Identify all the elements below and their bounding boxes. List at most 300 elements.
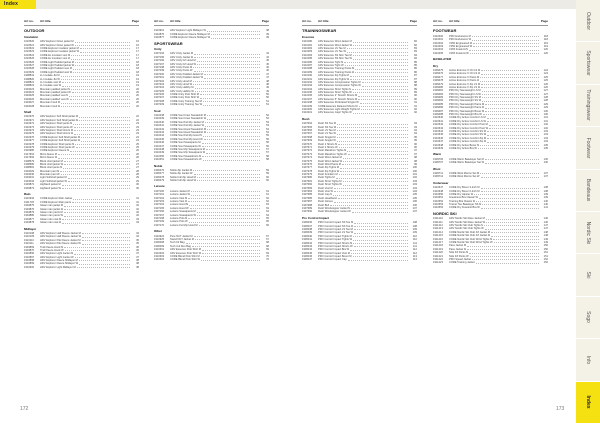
leader-dots: [194, 52, 260, 54]
art-number: 1910899: [24, 262, 35, 266]
page-ref: 100: [412, 169, 417, 173]
art-title: Rush Short Tights M: [318, 179, 342, 183]
art-number: 1910972: [24, 122, 35, 126]
art-number: 1907201: [154, 76, 165, 80]
art-number: 1907205: [154, 89, 165, 93]
art-title: Block shell jacket M: [40, 159, 63, 163]
leader-dots: [205, 121, 260, 123]
index-entry[interactable]: [433, 147, 548, 150]
index-entry[interactable]: [302, 210, 417, 213]
index-entry[interactable]: [302, 258, 417, 261]
art-number: 1907160: [154, 189, 165, 193]
page-ref: 110: [412, 238, 417, 242]
leader-dots: [80, 50, 130, 52]
art-title: Training Bra Classic W: [449, 199, 476, 203]
page-ref: 48: [266, 82, 269, 86]
art-number: 1904032: [24, 179, 35, 183]
chapter-tab-nordic-ski[interactable]: [576, 212, 600, 254]
leader-dots: [68, 176, 130, 178]
art-number: 1909488: [433, 113, 444, 117]
page-ref: 51: [266, 99, 269, 103]
leader-dots: [204, 76, 260, 78]
leader-dots: [71, 54, 130, 56]
leader-dots: [351, 207, 408, 209]
page-ref: 63: [266, 203, 269, 207]
art-number: 1910900: [24, 265, 35, 269]
index-entry[interactable]: [154, 258, 269, 261]
art-title: Mountain padded jacket W: [40, 91, 71, 95]
art-title: Tech Kit Bag: [170, 241, 185, 245]
leader-dots: [353, 242, 408, 244]
art-title: CORE Soul Zip Sweatpants M: [170, 147, 205, 151]
header-page: Page: [540, 19, 548, 23]
index-entry[interactable]: [24, 187, 139, 190]
page-ref: 112: [412, 248, 417, 252]
index-entry[interactable]: [24, 266, 139, 269]
leader-dots: [354, 245, 408, 247]
page-ref: 147: [543, 227, 548, 231]
art-title: CORE Light Padded jacket W: [40, 63, 75, 67]
art-title: Micro fleece M: [40, 152, 57, 156]
art-title: PRO Dry Nanoweight Bra W: [449, 113, 482, 117]
art-title: CORE Nordic Ski Club FZ Jacket W: [449, 234, 491, 238]
page-ref: 65: [266, 220, 269, 224]
page-ref: 147: [543, 224, 548, 228]
art-title: ADV Essence Wind Jacket W: [318, 43, 353, 47]
art-title: CORE Dry Active Comfort Pant M: [449, 123, 488, 127]
leader-dots: [481, 206, 539, 208]
page-ref: 32: [136, 211, 139, 214]
page-ref: 45: [266, 62, 269, 66]
index-column-2: [154, 20, 269, 262]
page-ref: 83: [414, 47, 417, 50]
leader-dots: [338, 143, 408, 145]
leader-dots: [470, 255, 539, 257]
art-title: ADV Essence Capri Tights W: [318, 111, 352, 115]
art-title: ADV Essence SS Slim Tee M: [318, 53, 352, 57]
chapter-tab-info[interactable]: [576, 339, 600, 381]
page-ref: 16: [136, 40, 139, 44]
art-title: Block shell jacket W: [40, 162, 64, 166]
art-title: CORE Blend Polo Shirt W: [170, 258, 200, 262]
leader-dots: [201, 258, 260, 260]
chapter-tab-index[interactable]: [576, 382, 600, 424]
chapter-tab-sogo[interactable]: [576, 297, 600, 339]
art-number: 1907376: [302, 162, 313, 166]
page-ref: 98: [414, 156, 417, 160]
art-number: 1909712: [433, 175, 444, 179]
page-ref: 23: [136, 122, 139, 126]
art-title: HDV Explorer Pile Fleece Jacket M: [40, 238, 81, 242]
section-heading: OUTDOOR: [24, 28, 45, 34]
art-title: CORE Unity Training Tee M: [170, 99, 202, 103]
art-title: Rush Buff: [318, 203, 330, 207]
section-heading: TRAININGSWEAR: [302, 28, 337, 34]
leader-dots: [81, 136, 130, 138]
art-title: CORE Soul Sweatpants M: [170, 141, 201, 145]
leader-dots: [73, 197, 130, 199]
page-ref: 34: [136, 231, 139, 235]
art-title: CORE Nordic Ski Club FZ Jacket M: [449, 230, 491, 234]
page-ref: 68: [266, 244, 269, 248]
art-number: 1910401: [433, 38, 444, 42]
leader-dots: [485, 106, 539, 108]
page-ref: 108: [412, 221, 417, 225]
leader-dots: [61, 101, 130, 103]
leader-dots: [343, 160, 408, 162]
art-title: CORE Dry Active Comfort Pant W: [449, 126, 489, 130]
art-title: CORE Explorer Fleece Midlayer M: [170, 32, 210, 36]
page-ref: 58: [266, 158, 269, 162]
leader-dots: [484, 224, 539, 226]
art-number: 1910183: [302, 50, 313, 54]
leader-dots: [188, 217, 260, 219]
index-entry[interactable]: [154, 36, 269, 39]
art-number: 1903873: [24, 186, 35, 190]
leader-dots: [211, 33, 260, 35]
page-ref: 44: [266, 52, 269, 56]
index-entry[interactable]: [433, 175, 548, 178]
art-number: 1909707: [433, 161, 444, 165]
page-number-right: 173: [556, 406, 565, 412]
page-ref: 131: [543, 119, 548, 123]
leader-dots: [77, 266, 130, 268]
art-number: 1910642: [433, 123, 444, 127]
page-ref: 52: [266, 117, 269, 121]
leader-dots: [482, 89, 539, 91]
art-number: 1906042: [302, 241, 313, 245]
page-ref: 133: [543, 133, 548, 137]
art-title: CORE Explorer Fleece M: [40, 149, 70, 153]
leader-dots: [188, 200, 260, 202]
index-entry[interactable]: [24, 221, 139, 224]
art-title: PRO Control Impact Shorts W: [318, 244, 353, 248]
page-ref: 23: [136, 125, 139, 129]
leader-dots: [476, 200, 539, 202]
art-title: ADV Essence LS Tee M: [318, 47, 346, 50]
art-number: 1907383: [302, 186, 313, 190]
art-number: 1910654: [433, 206, 444, 210]
art-number: 1904029: [24, 169, 35, 173]
leader-dots: [481, 190, 539, 192]
page-ref: 119: [543, 41, 548, 45]
art-number: 1910445: [154, 137, 165, 141]
page-ref: 65: [266, 217, 269, 221]
subsection-heading: Wool: [433, 166, 441, 171]
art-number: 1910971: [24, 118, 35, 122]
art-number: 1909711: [433, 171, 443, 175]
leader-dots: [70, 149, 130, 151]
subsection-heading: Dry: [433, 63, 439, 68]
art-number: 1910111: [24, 242, 34, 246]
art-title: PRO Dry Nanoweight Pants M: [449, 102, 485, 106]
leader-dots: [350, 248, 408, 250]
art-title: HDV Explorer Half Fleece Jacket W: [40, 235, 82, 239]
art-title: Leisure Vest W: [170, 200, 188, 204]
art-title: Leisure Sweatpants W: [170, 213, 196, 217]
art-number: 1911220: [433, 251, 443, 255]
art-number: 1909476: [433, 72, 444, 76]
art-title: CORE Soul Sweatshorts W: [170, 158, 202, 162]
art-number: 1903872: [24, 183, 35, 187]
art-number: 1907367: [302, 132, 313, 136]
art-number: 1016529: [24, 70, 35, 74]
leader-dots: [203, 100, 260, 102]
art-title: ADV Unity Padded Jacket W: [170, 76, 204, 80]
leader-dots: [200, 93, 260, 95]
art-title: CORE Explorer insulator jacket M: [40, 47, 79, 50]
header-art-no: Art no.: [302, 19, 312, 23]
index-entry[interactable]: [433, 161, 548, 164]
page-ref: 128: [543, 99, 548, 103]
art-number: 1910978: [24, 142, 35, 146]
leader-dots: [62, 84, 130, 86]
page-ref: 130: [543, 109, 548, 113]
leader-dots: [62, 187, 130, 189]
leader-dots: [189, 203, 260, 205]
page-ref: 146: [543, 220, 548, 224]
art-number: 1907368: [302, 135, 313, 139]
leader-dots: [480, 172, 539, 174]
art-number: 1910195: [302, 91, 313, 95]
leader-dots: [79, 115, 130, 117]
leader-dots: [71, 57, 130, 59]
art-number: 1910976: [24, 135, 35, 139]
index-entry[interactable]: [302, 111, 417, 114]
page-ref: 51: [266, 103, 269, 107]
art-title: ADV Nordic Ski Race Jacket W: [449, 220, 486, 224]
art-title: CORE Dry Fuseknit Bra W: [449, 206, 480, 210]
page-ref: 136: [543, 161, 548, 165]
art-title: ADV Essence Training Pants M: [318, 67, 355, 71]
leader-dots: [343, 183, 408, 185]
art-number: 1907373: [302, 152, 313, 156]
leader-dots: [195, 86, 261, 88]
art-number: 1904876: [24, 207, 35, 211]
art-title: ADV Nordic Ski Race Jacket M: [449, 217, 485, 221]
art-title: ADV Essence Perforated Singlet W: [318, 101, 359, 105]
page-ref: 35: [136, 238, 139, 242]
leader-dots: [485, 110, 539, 112]
leader-dots: [334, 200, 408, 202]
chapter-tab-bandeaux[interactable]: [576, 170, 600, 212]
leader-dots: [358, 94, 408, 96]
section-heading: SPORTSWEAR: [154, 40, 183, 46]
leader-dots: [467, 248, 539, 250]
art-title: ADV Unity Hood M: [170, 79, 192, 83]
art-number: 1904031: [24, 176, 35, 180]
art-title: Rush LS Tee M: [318, 129, 336, 132]
art-number: 1911223: [433, 261, 443, 265]
art-title: ADV Unity Pants M: [170, 65, 193, 69]
art-title: Rush Singlet M: [318, 135, 336, 139]
art-number: 1909487: [433, 109, 444, 113]
art-number: 1907197: [154, 62, 165, 66]
leader-dots: [207, 128, 260, 130]
page-ref: 113: [412, 255, 417, 259]
art-number: 1910973: [24, 125, 35, 129]
leader-dots: [72, 91, 130, 93]
chapter-tab-ski[interactable]: [576, 254, 600, 296]
art-number: 1906040: [302, 234, 313, 238]
index-entry[interactable]: [154, 179, 269, 182]
art-number: 1911210: [433, 217, 443, 221]
art-number: 1910651: [433, 196, 444, 200]
page-ref: 25: [136, 145, 139, 149]
leader-dots: [476, 261, 539, 263]
chapter-tab-footwear[interactable]: [576, 127, 600, 169]
index-entry[interactable]: [433, 206, 548, 209]
page-ref: 146: [543, 217, 548, 221]
index-entry[interactable]: [154, 224, 269, 227]
leader-dots: [342, 163, 408, 165]
page-ref: 125: [543, 75, 548, 79]
page-ref: 64: [266, 213, 269, 217]
art-title: CORE Soul Zip Sweatpants W: [170, 151, 206, 155]
index-entry[interactable]: [433, 52, 548, 55]
page-ref: 20: [136, 91, 139, 95]
index-entry[interactable]: [154, 158, 269, 161]
leader-dots: [188, 197, 260, 199]
page-ref: 95: [414, 135, 417, 139]
section-heading: FOOTWEAR: [433, 28, 457, 34]
art-title: CORE Unity Polo Shirt W: [170, 96, 200, 100]
art-number: 1909481: [433, 89, 444, 93]
art-title: HDV Explorer Light Jacket M: [40, 252, 74, 256]
art-number: 1910643: [433, 126, 444, 130]
page-ref: 112: [412, 251, 417, 255]
page-ref: 67: [266, 237, 269, 241]
page-ref: 47: [266, 76, 269, 80]
page-ref: 140: [543, 199, 548, 203]
art-number: 1910449: [154, 151, 165, 155]
art-number: 1907165: [154, 206, 165, 210]
art-title: CORE Light Padded vest M: [40, 67, 72, 71]
header-art-title: Art title: [40, 19, 51, 23]
page-ref: 93: [414, 125, 417, 129]
art-title: PRO Dry Nanoweight LS W: [449, 92, 481, 96]
leader-dots: [353, 91, 408, 93]
page-ref: 24: [136, 139, 139, 143]
art-title: PRO Control Impact Tights M: [318, 234, 352, 238]
art-title: Gleam rain pants M: [40, 211, 63, 214]
art-number: 1907168: [154, 217, 165, 221]
index-entry[interactable]: [433, 261, 548, 264]
art-number: 1910450: [154, 154, 165, 158]
page-ref: 149: [543, 237, 548, 241]
subsection-heading: Underwear: [433, 180, 449, 185]
art-number: 1904877: [24, 217, 35, 221]
art-number: 1910977: [24, 139, 35, 143]
leader-dots: [493, 238, 539, 240]
page-ref: 23: [136, 132, 139, 136]
page-ref: 36: [136, 245, 139, 249]
leader-dots: [361, 108, 408, 110]
art-number: 1910197: [302, 97, 313, 101]
chapter-tab-trainingswear[interactable]: [576, 85, 600, 127]
art-number: 1906037: [302, 224, 313, 228]
art-number: 1910652: [433, 199, 444, 203]
art-number: 1907370: [302, 142, 313, 146]
leader-dots: [347, 50, 408, 52]
art-title: CORE Explorer Shell pants M: [40, 142, 75, 146]
leader-dots: [80, 47, 130, 49]
art-number: 1910924: [154, 234, 165, 238]
art-title: ADV Unity Hood W: [170, 82, 193, 86]
art-number: 1906041: [302, 238, 313, 242]
leader-dots: [79, 119, 130, 121]
art-title: Light Softshell jacket W: [40, 179, 67, 183]
leader-dots: [473, 45, 539, 47]
leader-dots: [202, 145, 260, 147]
page-ref: 22: [136, 118, 139, 122]
art-title: Leisure Polo M: [170, 217, 188, 221]
page-ref: 17: [136, 50, 139, 54]
leader-dots: [191, 193, 260, 195]
leader-dots: [355, 67, 408, 69]
page-ref: 128: [543, 96, 548, 100]
page-ref: 82: [414, 40, 417, 44]
art-number: 1910876: [154, 32, 165, 36]
leader-dots: [193, 66, 260, 68]
art-number: 1907377: [302, 166, 313, 170]
leader-dots: [193, 83, 260, 85]
page-ref: 18: [136, 60, 139, 64]
art-title: ADV Essence Tight W: [318, 63, 344, 67]
index-entry[interactable]: [154, 103, 269, 106]
chapter-tab-sportswear[interactable]: [576, 42, 600, 84]
art-number: 1906039: [302, 231, 313, 235]
art-title: ADV Essence Short Tights M: [318, 87, 352, 91]
chapter-tab-outdoor[interactable]: [576, 0, 600, 42]
page-ref: 29: [136, 179, 139, 183]
art-title: Rush LS Tee W: [318, 132, 336, 136]
art-number: 1907389: [302, 206, 313, 210]
leader-dots: [68, 180, 130, 182]
chapter-tab-label: Outdoor: [585, 11, 591, 30]
art-title: CORE Dry Active Comfort SS M: [449, 130, 486, 133]
leader-dots: [61, 74, 130, 76]
leader-dots: [494, 241, 539, 243]
leader-dots: [207, 114, 260, 116]
art-title: Noble Full Zip Hood W: [170, 179, 197, 183]
page-ref: 87: [414, 74, 417, 78]
art-title: PRO Control Impact Shorts M: [318, 241, 353, 245]
page-ref: 89: [414, 91, 417, 95]
index-entry[interactable]: [24, 105, 139, 108]
art-title: CORE Explorer Rain Jacket: [40, 197, 73, 201]
leader-dots: [486, 217, 539, 219]
art-number: 1906478: [154, 175, 165, 179]
page-ref: 58: [266, 154, 269, 158]
leader-dots: [79, 262, 130, 264]
art-number: 1907195: [154, 55, 165, 59]
leader-dots: [82, 235, 130, 237]
leader-dots: [65, 249, 130, 251]
page-ref: 39: [266, 32, 269, 36]
header-art-no: Art no.: [154, 19, 164, 23]
art-number: 1911222: [433, 257, 443, 261]
art-number: 1016523: [24, 50, 35, 54]
page-ref: 92: [414, 108, 417, 112]
art-number: 1016521: [24, 43, 35, 47]
leader-dots: [197, 214, 260, 216]
page-ref: 59: [266, 168, 269, 172]
leader-dots: [352, 210, 408, 212]
page-ref: 110: [412, 234, 417, 238]
page-ref: 37: [136, 255, 139, 259]
leader-dots: [350, 74, 408, 76]
